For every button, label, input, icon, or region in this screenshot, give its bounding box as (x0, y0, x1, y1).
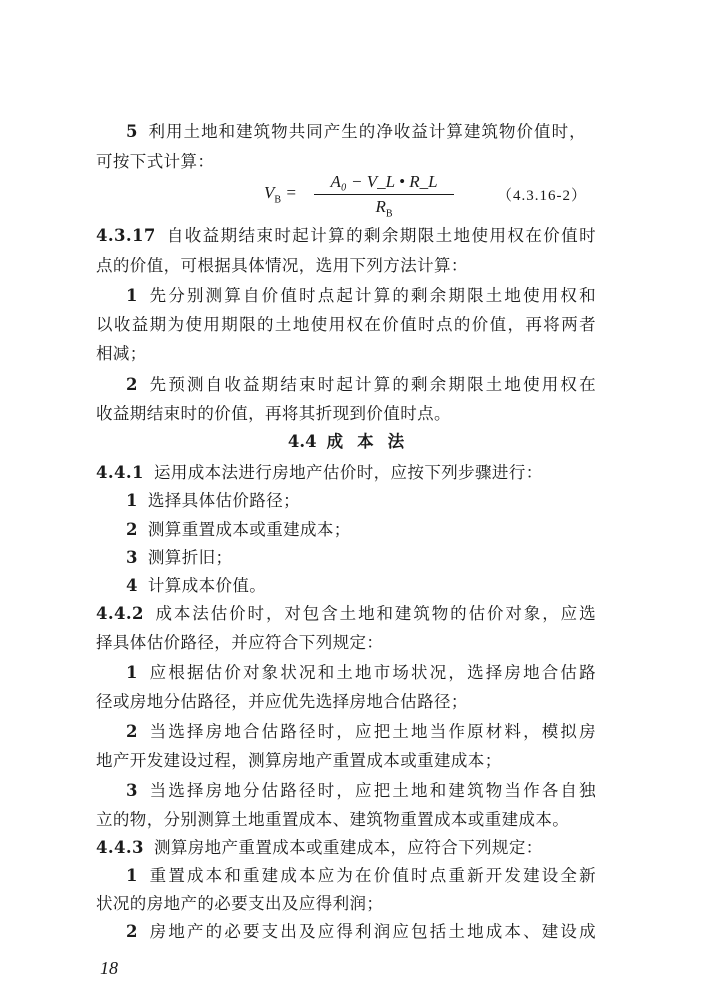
item-number: 1 (126, 866, 138, 885)
item-text: 房地产的必要支出及应得利润应包括土地成本、建设成 (147, 922, 596, 941)
step-3 (126, 548, 626, 568)
clause-text: 运用成本法进行房地产估价时，应按下列步骤进行： (153, 463, 543, 482)
item-number: 3 (126, 781, 138, 800)
clause-4-4-3 (96, 838, 596, 858)
item-text: 当选择房地合估路径时，应把土地当作原材料，模拟房 (147, 722, 596, 741)
item-text: 先预测自收益期结束时起计算的剩余期限土地使用权在 (147, 375, 596, 394)
step-text: 测算重置成本或重建成本； (147, 520, 351, 539)
item-number: 2 (126, 375, 138, 394)
clause-4-4-3-item-1-line-2: 状况的房地产的必要支出及应得利润； (96, 894, 384, 913)
item-number: 2 (126, 922, 138, 941)
clause-4-3-17-item-1-line-3: 相减； (96, 344, 147, 363)
intro-number: 5 (126, 122, 138, 141)
clause-number: 4.3.17 (96, 226, 156, 245)
equation-number: （4.3.16-2） (497, 188, 587, 204)
clause-4-3-17-line-2: 点的价值，可根据具体情况，选用下列方法计算： (96, 256, 468, 275)
item-number: 2 (126, 722, 138, 741)
clause-number: 4.4.1 (96, 463, 144, 482)
item-text: 当选择房地分估路径时，应把土地和建筑物当作各自独 (147, 781, 596, 800)
formula-denominator: $R_B$ (375, 197, 393, 220)
clause-4-4-3-item-2-line-1 (126, 922, 596, 942)
step-4 (126, 576, 626, 596)
page-number: 18 (100, 958, 118, 978)
item-number: 1 (126, 663, 138, 682)
item-text: 应根据估价对象状况和土地市场状况，选择房地合估路 (147, 663, 596, 682)
clause-4-4-2-item-1-line-1 (126, 663, 596, 683)
clause-4-3-17-item-2-line-1 (126, 375, 596, 395)
step-number: 3 (126, 548, 138, 567)
clause-4-3-17-item-1-line-1 (126, 286, 596, 306)
clause-4-3-17-item-1-line-2: 以收益期为使用期限的土地使用权在价值时点的价值，再将两者 (96, 315, 596, 334)
section-title: 成本法 (326, 432, 419, 451)
step-text: 测算折旧； (147, 548, 233, 567)
formula-lhs: $V_B$ = (264, 183, 297, 206)
clause-text: 测算房地产重置成本或重建成本，应符合下列规定： (153, 838, 543, 857)
item-text: 先分别测算自价值时点起计算的剩余期限土地使用权和 (147, 286, 596, 305)
clause-4-3-17-item-2-line-2: 收益期结束时的价值，再将其折现到价值时点。 (96, 404, 451, 423)
step-1 (126, 491, 626, 511)
clause-4-4-3-item-1-line-1 (126, 866, 596, 886)
clause-number: 4.4.2 (96, 604, 144, 623)
step-text: 计算成本价值。 (147, 576, 267, 595)
clause-4-3-17-line-1 (96, 226, 596, 246)
clause-text: 自收益期结束时起计算的剩余期限土地使用权在价值时 (165, 226, 596, 245)
step-text: 选择具体估价路径； (147, 491, 300, 510)
clause-4-4-2-item-3-line-2: 立的物，分别测算土地重置成本、建筑物重置成本或重建成本。 (96, 810, 570, 829)
section-number: 4.4 (287, 432, 317, 451)
intro-text-1: 利用土地和建筑物共同产生的净收益计算建筑物价值时， (147, 122, 586, 141)
intro-line-1 (126, 122, 586, 142)
clause-4-4-2-item-2-line-1 (126, 722, 596, 742)
item-number: 1 (126, 286, 138, 305)
clause-4-4-2-line-2: 择具体估价路径，并应符合下列规定： (96, 633, 384, 652)
clause-4-4-2-item-2-line-2: 地产开发建设过程，测算房地产重置成本或重建成本； (96, 751, 502, 770)
step-number: 1 (126, 491, 138, 510)
clause-number: 4.4.3 (96, 838, 144, 857)
fraction-bar (314, 194, 454, 195)
clause-4-4-2-item-1-line-2: 径或房地分估路径，并应优先选择房地合估路径； (96, 692, 468, 711)
clause-4-4-2-item-3-line-1 (126, 781, 596, 801)
clause-4-4-1 (96, 463, 596, 483)
clause-4-4-2-line-1 (96, 604, 596, 624)
intro-line-2: 可按下式计算： (96, 152, 215, 171)
clause-text: 成本法估价时，对包含土地和建筑物的估价对象，应选 (153, 604, 596, 623)
item-text: 重置成本和重建成本应为在价值时点重新开发建设全新 (147, 866, 596, 885)
step-2 (126, 520, 626, 540)
step-number: 2 (126, 520, 138, 539)
formula-fraction (314, 172, 454, 219)
step-number: 4 (126, 576, 138, 595)
formula-numerator: A₀ − V_L • R_L (330, 172, 438, 191)
section-heading (0, 432, 706, 452)
